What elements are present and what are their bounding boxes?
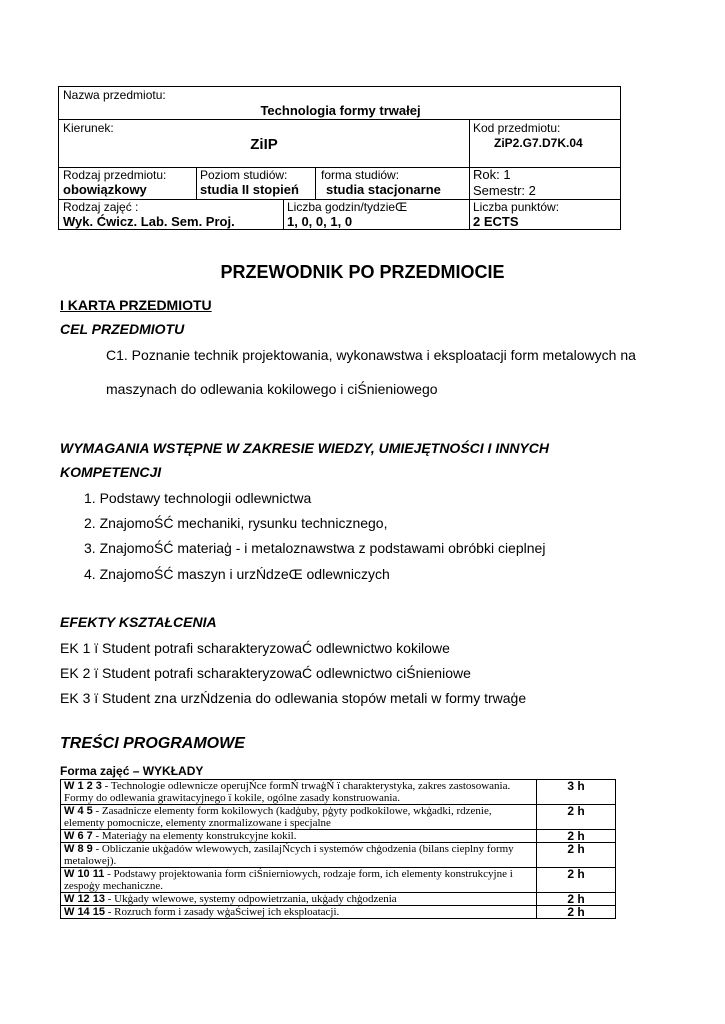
study-level-label: Poziom studiów: [200,168,288,182]
table-row [61,843,616,868]
divider [315,167,316,199]
lectures-table [60,779,616,919]
course-name: Technologia formy trwałej [260,103,421,118]
table-row [61,830,616,843]
class-types-label: Rodzaj zajęć : [63,200,139,214]
ects: 2 ECTS [473,214,519,229]
field-of-study: ZiIP [250,136,278,153]
divider [196,167,197,199]
study-form: studia stacjonarne [326,182,441,197]
section-heading-requirements-cont: KOMPETENCJI [60,464,162,480]
page-title: PRZEWODNIK PO PRZEDMIOCIE [220,262,505,282]
hours-label: Liczba godzin/tydzieŒ [287,200,408,214]
list-item: 4. ZnajomoŚĆ maszyn i urzŃdzeŒ odlewniczych [84,566,390,582]
outcome-item: EK 1 ï Student potrafi scharakteryzowaĆ odlewnictwo kokilowe [60,640,450,656]
section-heading-card: I KARTA PRZEDMIOTU [60,297,212,313]
lecture-description: W 14 15 - Rozruch form i zasady wģaŚciwej ich eksploatacji. [61,906,537,919]
class-form: Forma zajęć – WYKŁADY [60,764,204,778]
list-item: 3. ZnajomoŚĆ materiaģ - i metaloznawstwa z podstawami obróbki cieplnej [84,540,546,556]
goal-line: C1. Poznanie technik projektowania, wykonawstwa i eksploatacji form metalowych na [106,347,636,363]
course-code-label: Kod przedmiotu: [473,121,561,135]
section-heading-goal: CEL PRZEDMIOTU [60,321,185,337]
field-of-study-label: Kierunek: [63,121,114,135]
lecture-description: W 8 9 - Obliczanie ukģadów wlewowych, zasilajŃcych i systemów chģodzenia (bilans cieplny formy metalowej). [61,843,537,868]
lecture-hours: 2 h [537,805,616,830]
course-header-table [58,86,621,230]
lecture-hours: 2 h [537,906,616,919]
divider [469,119,470,230]
lecture-hours: 2 h [537,868,616,893]
lecture-hours: 2 h [537,830,616,843]
lecture-hours: 2 h [537,843,616,868]
course-type-label: Rodzaj przedmiotu: [63,168,167,182]
class-types: Wyk. Ćwicz. Lab. Sem. Proj. [63,214,235,229]
course-type: obowiązkowy [63,182,147,197]
goal-line: maszynach do odlewania kokilowego i ciŚnieniowego [106,381,438,397]
table-row [61,780,616,805]
list-item: 2. ZnajomoŚĆ mechaniki, rysunku technicznego, [84,515,388,531]
lecture-description: W 1 2 3 - Technologie odlewnicze operujŃce formŃ trwaģŃ ï charakterystyka, zakres zastosowania. Formy do odlewania grawitacyjnego ï kokile, ogólne zasady konstruowania. [61,780,537,805]
study-level: studia II stopień [200,182,299,197]
year: Rok: 1 [473,167,511,182]
section-heading-requirements: WYMAGANIA WSTĘPNE W ZAKRESIE WIEDZY, UMIEJĘTNOŚCI I INNYCH [60,440,549,456]
table-row [61,906,616,919]
lecture-description: W 4 5 - Zasadnicze elementy form kokilowych (kadģuby, pģyty podkokilowe, wkģadki, rdzenie, elementy pomocnicze, elementy znormalizowane i specjalne [61,805,537,830]
study-form-label: forma studiów: [321,168,400,182]
divider [59,119,620,120]
course-code: ZiP2.G7.D7K.04 [494,136,583,150]
lecture-hours: 3 h [537,780,616,805]
table-row [61,868,616,893]
hours-per-week: 1, 0, 0, 1, 0 [287,214,353,229]
ects-label: Liczba punktów: [473,200,560,214]
table-row [61,805,616,830]
table-row [61,893,616,906]
outcome-item: EK 2 ï Student potrafi scharakteryzowaĆ odlewnictwo ciŚnieniowe [60,665,471,681]
lecture-description: W 10 11 - Podstawy projektowania form ciŚnierniowych, rodzaje form, ich elementy konstrukcyjne i zespoģy mechaniczne. [61,868,537,893]
lecture-hours: 2 h [537,893,616,906]
lecture-description: W 12 13 - Ukģady wlewowe, systemy odpowietrzania, ukģady chģodzenia [61,893,537,906]
section-heading-content: TREŚCI PROGRAMOWE [60,735,245,752]
outcome-item: EK 3 ï Student zna urzŃdzenia do odlewania stopów metali w formy trwaģe [60,690,527,706]
lecture-description: W 6 7 - Materiaģy na elementy konstrukcyjne kokil. [61,830,537,843]
list-item: 1. Podstawy technologii odlewnictwa [84,490,312,506]
course-name-label: Nazwa przedmiotu: [63,88,166,102]
semester: Semestr: 2 [473,183,536,198]
section-heading-outcomes: EFEKTY KSZTAŁCENIA [60,614,217,630]
divider [283,199,284,230]
